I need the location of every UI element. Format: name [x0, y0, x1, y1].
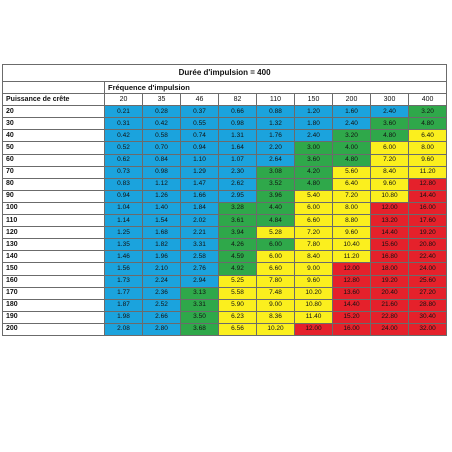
- data-cell: 5.28: [257, 227, 295, 239]
- data-cell: 6.40: [409, 130, 447, 142]
- data-cell: 1.26: [143, 190, 181, 202]
- data-cell: 1.76: [257, 130, 295, 142]
- power-value-cell: 20: [3, 106, 105, 118]
- data-cell: 16.00: [409, 202, 447, 214]
- data-cell: 0.83: [105, 178, 143, 190]
- data-cell: 2.95: [219, 190, 257, 202]
- data-cell: 2.40: [371, 106, 409, 118]
- table-row: [3, 106, 447, 118]
- table-row: [3, 275, 447, 287]
- data-cell: 2.02: [181, 215, 219, 227]
- data-cell: 24.00: [409, 263, 447, 275]
- data-cell: 12.00: [333, 263, 371, 275]
- table-row: [3, 142, 447, 154]
- table-row: [3, 299, 447, 311]
- data-cell: 0.88: [257, 106, 295, 118]
- data-cell: 19.20: [409, 227, 447, 239]
- power-value-cell: 70: [3, 166, 105, 178]
- data-cell: 5.58: [219, 287, 257, 299]
- empty-corner-cell: [3, 82, 105, 94]
- power-value-cell: 50: [3, 142, 105, 154]
- data-cell: 1.82: [143, 239, 181, 251]
- data-cell: 11.40: [295, 311, 333, 323]
- data-cell: 2.20: [257, 142, 295, 154]
- data-cell: 2.76: [181, 263, 219, 275]
- data-cell: 2.40: [333, 118, 371, 130]
- title-row: [3, 65, 447, 82]
- data-cell: 1.64: [219, 142, 257, 154]
- data-cell: 0.28: [143, 106, 181, 118]
- power-value-cell: 90: [3, 190, 105, 202]
- power-value-cell: 190: [3, 311, 105, 323]
- data-cell: 13.20: [371, 215, 409, 227]
- data-cell: 12.80: [409, 178, 447, 190]
- data-cell: 0.70: [143, 142, 181, 154]
- data-cell: 5.60: [333, 166, 371, 178]
- data-cell: 2.66: [143, 311, 181, 323]
- power-value-cell: 40: [3, 130, 105, 142]
- data-cell: 2.58: [181, 251, 219, 263]
- data-cell: 10.20: [295, 287, 333, 299]
- table-row: [3, 215, 447, 227]
- data-cell: 1.29: [181, 166, 219, 178]
- data-cell: 19.20: [371, 275, 409, 287]
- data-cell: 30.40: [409, 311, 447, 323]
- data-cell: 15.60: [371, 239, 409, 251]
- data-cell: 9.60: [371, 178, 409, 190]
- data-cell: 7.20: [295, 227, 333, 239]
- data-cell: 14.40: [371, 227, 409, 239]
- data-cell: 5.90: [219, 299, 257, 311]
- table-row: [3, 311, 447, 323]
- frequency-value-cell: 46: [181, 94, 219, 106]
- table-body: [3, 106, 447, 336]
- data-cell: 1.40: [143, 202, 181, 214]
- data-cell: 2.40: [295, 130, 333, 142]
- data-cell: 1.68: [143, 227, 181, 239]
- data-cell: 22.40: [409, 251, 447, 263]
- data-cell: 6.60: [257, 263, 295, 275]
- data-cell: 4.20: [295, 166, 333, 178]
- data-cell: 1.04: [105, 202, 143, 214]
- data-cell: 2.94: [181, 275, 219, 287]
- data-cell: 4.00: [333, 142, 371, 154]
- data-cell: 7.20: [333, 190, 371, 202]
- data-cell: 16.00: [333, 323, 371, 335]
- data-cell: 10.40: [333, 239, 371, 251]
- data-cell: 4.92: [219, 263, 257, 275]
- frequency-value-cell: 150: [295, 94, 333, 106]
- data-cell: 1.31: [219, 130, 257, 142]
- data-cell: 1.35: [105, 239, 143, 251]
- data-cell: 2.64: [257, 154, 295, 166]
- data-cell: 1.60: [333, 106, 371, 118]
- table-row: [3, 263, 447, 275]
- data-cell: 0.37: [181, 106, 219, 118]
- data-cell: 32.00: [409, 323, 447, 335]
- data-cell: 0.62: [105, 154, 143, 166]
- data-cell: 25.60: [409, 275, 447, 287]
- data-cell: 3.96: [257, 190, 295, 202]
- data-cell: 4.80: [371, 130, 409, 142]
- data-cell: 3.60: [371, 118, 409, 130]
- data-cell: 28.80: [409, 299, 447, 311]
- data-cell: 14.40: [409, 190, 447, 202]
- data-cell: 3.20: [333, 130, 371, 142]
- data-cell: 1.46: [105, 251, 143, 263]
- data-cell: 0.58: [143, 130, 181, 142]
- data-cell: 0.94: [181, 142, 219, 154]
- power-value-cell: 180: [3, 299, 105, 311]
- data-cell: 3.94: [219, 227, 257, 239]
- data-cell: 3.52: [257, 178, 295, 190]
- power-value-cell: 200: [3, 323, 105, 335]
- data-cell: 1.80: [295, 118, 333, 130]
- data-cell: 4.26: [219, 239, 257, 251]
- data-cell: 1.96: [143, 251, 181, 263]
- data-cell: 1.47: [181, 178, 219, 190]
- frequency-value-cell: 300: [371, 94, 409, 106]
- data-cell: 10.80: [295, 299, 333, 311]
- data-cell: 2.52: [143, 299, 181, 311]
- data-cell: 3.13: [181, 287, 219, 299]
- data-cell: 0.84: [143, 154, 181, 166]
- data-cell: 13.60: [333, 287, 371, 299]
- data-cell: 20.40: [371, 287, 409, 299]
- data-cell: 8.40: [295, 251, 333, 263]
- data-cell: 1.25: [105, 227, 143, 239]
- power-header: Puissance de crête: [3, 94, 105, 106]
- frequency-value-cell: 35: [143, 94, 181, 106]
- data-cell: 15.20: [333, 311, 371, 323]
- data-cell: 4.40: [257, 202, 295, 214]
- data-cell: 16.80: [371, 251, 409, 263]
- data-cell: 6.00: [257, 239, 295, 251]
- data-cell: 12.80: [333, 275, 371, 287]
- table-row: [3, 251, 447, 263]
- frequency-values-row: [3, 94, 447, 106]
- data-cell: 5.40: [295, 190, 333, 202]
- data-cell: 0.55: [181, 118, 219, 130]
- table-row: [3, 130, 447, 142]
- data-cell: 7.20: [371, 154, 409, 166]
- data-cell: 0.98: [143, 166, 181, 178]
- data-cell: 9.60: [295, 275, 333, 287]
- frequency-value-cell: 200: [333, 94, 371, 106]
- power-value-cell: 110: [3, 215, 105, 227]
- data-cell: 0.66: [219, 106, 257, 118]
- frequency-value-cell: 20: [105, 94, 143, 106]
- data-cell: 12.00: [295, 323, 333, 335]
- data-cell: 10.20: [257, 323, 295, 335]
- data-cell: 7.80: [257, 275, 295, 287]
- power-value-cell: 120: [3, 227, 105, 239]
- frequency-value-cell: 110: [257, 94, 295, 106]
- data-cell: 21.60: [371, 299, 409, 311]
- table-row: [3, 202, 447, 214]
- data-cell: 5.25: [219, 275, 257, 287]
- data-cell: 3.31: [181, 239, 219, 251]
- data-cell: 3.00: [295, 142, 333, 154]
- power-value-cell: 100: [3, 202, 105, 214]
- data-cell: 7.48: [257, 287, 295, 299]
- table-row: [3, 118, 447, 130]
- data-cell: 2.21: [181, 227, 219, 239]
- data-cell: 17.60: [409, 215, 447, 227]
- data-cell: 1.56: [105, 263, 143, 275]
- power-value-cell: 80: [3, 178, 105, 190]
- data-cell: 0.42: [105, 130, 143, 142]
- data-cell: 0.21: [105, 106, 143, 118]
- table-title: Durée d'impulsion = 400: [3, 65, 447, 82]
- data-cell: 0.52: [105, 142, 143, 154]
- data-cell: 2.08: [105, 323, 143, 335]
- data-cell: 2.10: [143, 263, 181, 275]
- data-cell: 3.60: [295, 154, 333, 166]
- data-cell: 1.12: [143, 178, 181, 190]
- table-row: [3, 190, 447, 202]
- data-cell: 3.68: [181, 323, 219, 335]
- data-cell: 20.80: [409, 239, 447, 251]
- data-cell: 9.00: [295, 263, 333, 275]
- data-cell: 27.20: [409, 287, 447, 299]
- data-cell: 1.07: [219, 154, 257, 166]
- frequency-header-row: [3, 82, 447, 94]
- data-cell: 2.30: [219, 166, 257, 178]
- power-value-cell: 30: [3, 118, 105, 130]
- data-cell: 11.20: [333, 251, 371, 263]
- data-cell: 6.56: [219, 323, 257, 335]
- data-cell: 6.23: [219, 311, 257, 323]
- power-value-cell: 160: [3, 275, 105, 287]
- data-cell: 1.84: [181, 202, 219, 214]
- data-cell: 2.80: [143, 323, 181, 335]
- data-cell: 4.59: [219, 251, 257, 263]
- data-cell: 3.08: [257, 166, 295, 178]
- power-value-cell: 140: [3, 251, 105, 263]
- data-cell: 0.74: [181, 130, 219, 142]
- data-cell: 6.00: [295, 202, 333, 214]
- table-row: [3, 239, 447, 251]
- data-cell: 4.80: [409, 118, 447, 130]
- data-cell: 1.66: [181, 190, 219, 202]
- data-cell: 8.80: [333, 215, 371, 227]
- data-cell: 9.00: [257, 299, 295, 311]
- data-cell: 0.94: [105, 190, 143, 202]
- data-cell: 8.00: [333, 202, 371, 214]
- data-cell: 6.00: [371, 142, 409, 154]
- data-cell: 4.84: [257, 215, 295, 227]
- data-cell: 7.80: [295, 239, 333, 251]
- data-cell: 3.61: [219, 215, 257, 227]
- data-cell: 2.24: [143, 275, 181, 287]
- data-cell: 2.36: [143, 287, 181, 299]
- table-row: [3, 154, 447, 166]
- data-cell: 1.87: [105, 299, 143, 311]
- data-cell: 2.62: [219, 178, 257, 190]
- data-cell: 6.40: [333, 178, 371, 190]
- power-value-cell: 150: [3, 263, 105, 275]
- data-cell: 1.32: [257, 118, 295, 130]
- pulse-energy-table: [2, 64, 447, 336]
- pulse-table-container: [2, 64, 446, 336]
- data-cell: 1.10: [181, 154, 219, 166]
- data-cell: 8.40: [371, 166, 409, 178]
- data-cell: 9.60: [333, 227, 371, 239]
- data-cell: 12.00: [371, 202, 409, 214]
- power-value-cell: 170: [3, 287, 105, 299]
- table-row: [3, 287, 447, 299]
- frequency-header: Fréquence d'impulsion: [105, 82, 447, 94]
- data-cell: 0.98: [219, 118, 257, 130]
- frequency-value-cell: 82: [219, 94, 257, 106]
- data-cell: 1.98: [105, 311, 143, 323]
- data-cell: 4.80: [333, 154, 371, 166]
- data-cell: 9.60: [409, 154, 447, 166]
- data-cell: 0.42: [143, 118, 181, 130]
- table-row: [3, 178, 447, 190]
- data-cell: 1.20: [295, 106, 333, 118]
- data-cell: 0.73: [105, 166, 143, 178]
- data-cell: 8.00: [409, 142, 447, 154]
- frequency-value-cell: 400: [409, 94, 447, 106]
- table-row: [3, 323, 447, 335]
- data-cell: 0.31: [105, 118, 143, 130]
- data-cell: 1.54: [143, 215, 181, 227]
- table-row: [3, 227, 447, 239]
- data-cell: 18.00: [371, 263, 409, 275]
- data-cell: 3.31: [181, 299, 219, 311]
- data-cell: 1.77: [105, 287, 143, 299]
- data-cell: 14.40: [333, 299, 371, 311]
- data-cell: 11.20: [409, 166, 447, 178]
- table-row: [3, 166, 447, 178]
- data-cell: 1.14: [105, 215, 143, 227]
- power-value-cell: 60: [3, 154, 105, 166]
- data-cell: 6.60: [295, 215, 333, 227]
- data-cell: 22.80: [371, 311, 409, 323]
- data-cell: 1.73: [105, 275, 143, 287]
- data-cell: 8.36: [257, 311, 295, 323]
- data-cell: 6.00: [257, 251, 295, 263]
- data-cell: 3.20: [409, 106, 447, 118]
- data-cell: 10.80: [371, 190, 409, 202]
- data-cell: 3.28: [219, 202, 257, 214]
- power-value-cell: 130: [3, 239, 105, 251]
- data-cell: 24.00: [371, 323, 409, 335]
- data-cell: 4.80: [295, 178, 333, 190]
- data-cell: 3.50: [181, 311, 219, 323]
